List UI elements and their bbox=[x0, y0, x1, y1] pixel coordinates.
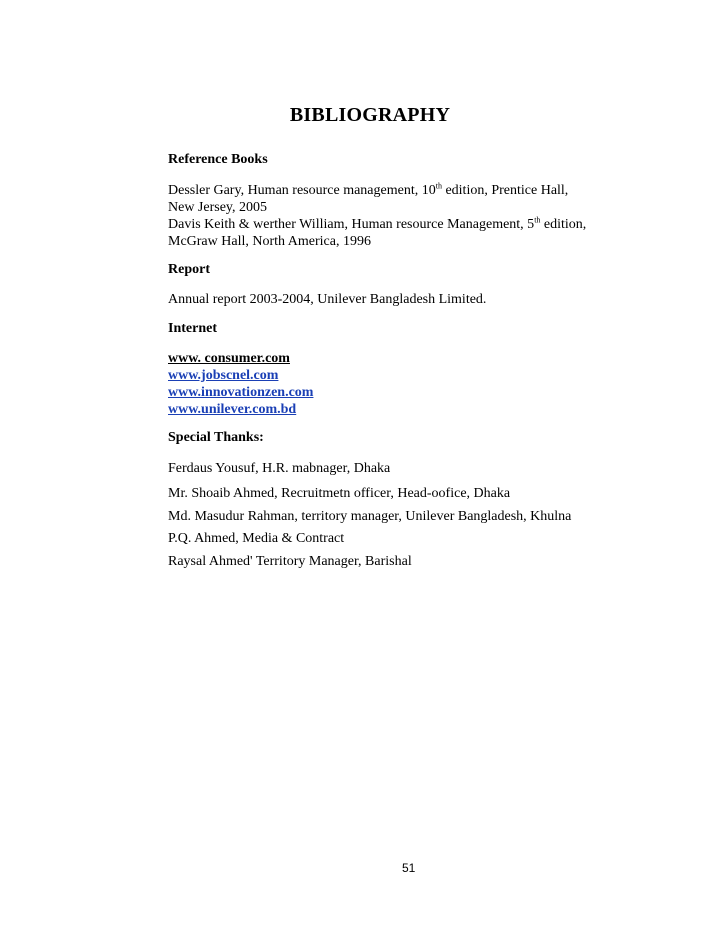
link-consumer[interactable]: www. consumer.com bbox=[168, 351, 290, 366]
entry-text: Davis Keith & werther William, Human resource Management, 5 bbox=[168, 217, 535, 232]
thanks-line: P.Q. Ahmed, Media & Contract bbox=[168, 531, 345, 546]
link-unilever[interactable]: www.unilever.com.bd bbox=[168, 402, 297, 417]
entry-text: edition, McGraw Hall, North America, 1996 bbox=[168, 217, 587, 249]
entry-text: edition, Prentice Hall, New Jersey, 2005 bbox=[168, 183, 569, 215]
section-heading: Internet bbox=[168, 321, 217, 336]
report-heading bbox=[168, 261, 648, 278]
section-heading: Report bbox=[168, 262, 210, 277]
entry-text: Dessler Gary, Human resource management, 10 bbox=[168, 183, 436, 198]
thanks-line: Ferdaus Yousuf, H.R. mabnager, Dhaka bbox=[168, 461, 391, 476]
thanks-line: Raysal Ahmed' Territory Manager, Barishal bbox=[168, 554, 412, 569]
reference-book-entry-1 bbox=[168, 182, 593, 216]
special-thanks-heading bbox=[168, 429, 648, 446]
report-entry: Annual report 2003-2004, Unilever Bangladesh Limited. bbox=[168, 292, 487, 307]
reference-book-entry-2 bbox=[168, 216, 588, 250]
superscript: th bbox=[534, 215, 541, 225]
link-innovationzen[interactable]: www.innovationzen.com bbox=[168, 385, 314, 400]
reference-books-heading bbox=[168, 151, 648, 168]
link-jobscnel[interactable]: www.jobscnel.com bbox=[168, 368, 279, 383]
page-number: 51 bbox=[402, 861, 416, 875]
section-heading: Special Thanks: bbox=[168, 430, 264, 445]
internet-links bbox=[168, 350, 648, 418]
thanks-line: Md. Masudur Rahman, territory manager, Unilever Bangladesh, Khulna bbox=[168, 509, 572, 524]
superscript: th bbox=[435, 181, 442, 191]
thanks-line: Mr. Shoaib Ahmed, Recruitmetn officer, Head-oofice, Dhaka bbox=[168, 486, 511, 501]
page-title: BIBLIOGRAPHY bbox=[289, 104, 451, 126]
internet-heading bbox=[168, 320, 648, 337]
section-heading: Reference Books bbox=[168, 152, 268, 167]
